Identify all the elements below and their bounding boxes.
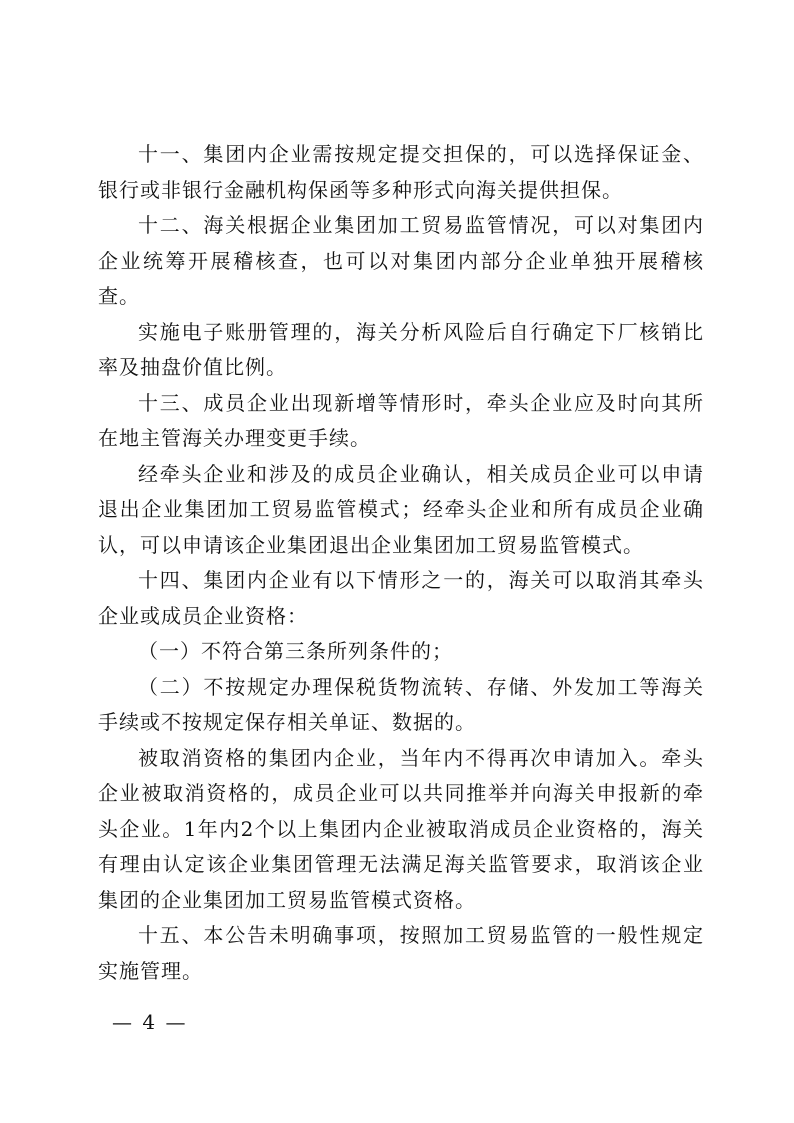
paragraph-article-13: 十三、成员企业出现新增等情形时，牵头企业应及时向其所在地主管海关办理变更手续。 — [98, 390, 704, 450]
paragraph-article-15: 十五、本公告未明确事项，按照加工贸易监管的一般性规定实施管理。 — [98, 923, 704, 983]
paragraph-article-12: 十二、海关根据企业集团加工贸易监管情况，可以对集团内企业统筹开展稽核查，也可以对集团内部分企业单独开展稽核查。 — [98, 213, 704, 308]
document-body — [98, 137, 704, 989]
paragraph-electronic-ledger: 实施电子账册管理的，海关分析风险后自行确定下厂核销比率及抽盘价值比例。 — [98, 319, 704, 379]
paragraph-article-14: 十四、集团内企业有以下情形之一的，海关可以取消其牵头企业或成员企业资格： — [98, 568, 704, 628]
paragraph-withdrawal: 经牵头企业和涉及的成员企业确认，相关成员企业可以申请退出企业集团加工贸易监管模式；经牵头企业和所有成员企业确认，可以申请该企业集团退出企业集团加工贸易监管模式。 — [98, 461, 704, 557]
page-number: — 4 — — [112, 1010, 188, 1034]
paragraph-disqualification: 被取消资格的集团内企业，当年内不得再次申请加入。牵头企业被取消资格的，成员企业可以共同推举并向海关申报新的牵头企业。1年内2个以上集团内企业被取消成员企业资格的，海关有理由认定该企业集团管理无法满足海关监管要求，取消该企业集团的企业集团加工贸易监管模式资格。 — [98, 745, 704, 912]
paragraph-item-2: （二）不按规定办理保税货物流转、存储、外发加工等海关手续或不按规定保存相关单证、数据的。 — [98, 674, 704, 734]
paragraph-article-11: 十一、集团内企业需按规定提交担保的，可以选择保证金、银行或非银行金融机构保函等多种形式向海关提供担保。 — [98, 142, 704, 202]
paragraph-item-1: （一）不符合第三条所列条件的； — [138, 639, 453, 663]
